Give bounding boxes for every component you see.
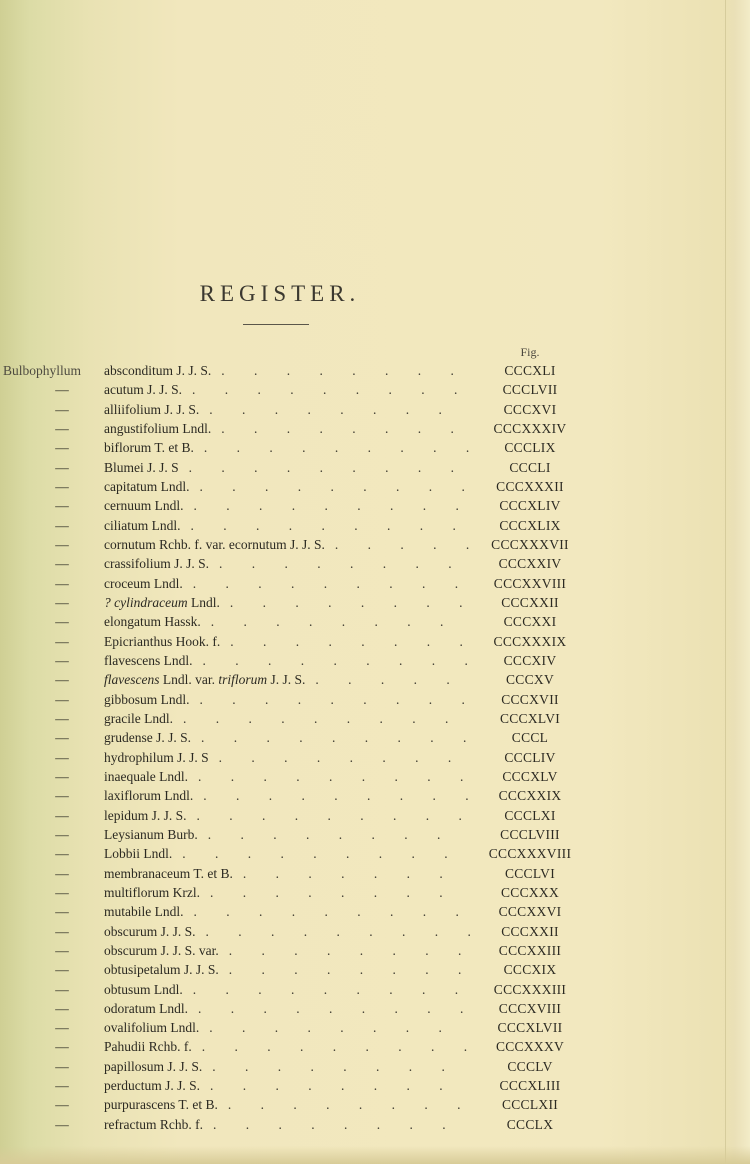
ditto-dash: —: [55, 749, 69, 765]
register-entry: [0, 477, 750, 496]
register-entry: [0, 516, 750, 535]
figure-number: CCCXXXVII: [491, 536, 569, 552]
species-name: croceum Lndl. . . .: [104, 574, 470, 593]
ditto-dash: —: [55, 1116, 69, 1132]
register-entry: [0, 825, 750, 844]
register-entry: [0, 748, 750, 767]
species-name: mutabile Lndl. . . .: [104, 902, 470, 921]
ditto-dash: —: [55, 382, 69, 398]
ditto-dash: —: [55, 1000, 69, 1016]
ditto-dash: —: [55, 1020, 69, 1036]
register-entry: [0, 1095, 750, 1114]
register-entry: [0, 999, 750, 1018]
species-name: flavescens Lndl. var. triflorum J. J. S. . . .: [104, 670, 470, 689]
species-name: papillosum J. J. S. . . .: [104, 1057, 470, 1076]
figure-number: CCCLVI: [504, 865, 556, 881]
register-entry: [0, 709, 750, 728]
register-entry: [0, 1018, 750, 1037]
ditto-dash: —: [55, 478, 69, 494]
figure-number: CCCXXIX: [498, 788, 562, 804]
species-name: inaequale Lndl. . . .: [104, 767, 470, 786]
ditto-dash: —: [55, 942, 69, 958]
ditto-dash: —: [55, 884, 69, 900]
register-entry: [0, 419, 750, 438]
ditto-dash: —: [55, 807, 69, 823]
ditto-dash: —: [55, 846, 69, 862]
figure-number: CCCXLV: [502, 768, 558, 784]
ditto-dash: —: [55, 768, 69, 784]
ditto-dash: —: [55, 1097, 69, 1113]
ditto-dash: —: [55, 1078, 69, 1094]
figure-number: CCCXVI: [503, 401, 557, 417]
species-name: obscurum J. J. S. . . .: [104, 922, 470, 941]
register-list: [0, 361, 750, 1134]
species-name: capitatum Lndl. . . .: [104, 477, 470, 496]
ditto-dash: —: [55, 865, 69, 881]
register-entry: [0, 612, 750, 631]
ditto-dash: —: [55, 672, 69, 688]
ditto-dash: —: [55, 1058, 69, 1074]
species-name: hydrophilum J. J. S . . .: [104, 748, 470, 767]
species-name: lepidum J. J. S. . . .: [104, 806, 470, 825]
figure-number: CCCLIX: [504, 440, 556, 456]
register-entry: [0, 380, 750, 399]
register-entry: [0, 670, 750, 689]
species-name: Epicrianthus Hook. f. . . .: [104, 632, 470, 651]
ditto-dash: —: [55, 923, 69, 939]
ditto-dash: —: [55, 594, 69, 610]
ditto-dash: —: [55, 691, 69, 707]
ditto-dash: —: [55, 536, 69, 552]
species-name: perductum J. J. S. . . .: [104, 1076, 470, 1095]
register-entry: [0, 651, 750, 670]
figure-number: CCCXXXV: [495, 1039, 565, 1055]
ditto-dash: —: [55, 962, 69, 978]
register-entry: [0, 922, 750, 941]
figure-number: CCCXLIX: [499, 517, 561, 533]
figure-number: CCCLV: [507, 1058, 553, 1074]
species-name: multiflorum Krzl. . . .: [104, 883, 470, 902]
species-name: Pahudii Rchb. f. . . .: [104, 1037, 470, 1056]
species-name: ovalifolium Lndl. . . .: [104, 1018, 470, 1037]
figure-number: CCCXLIV: [499, 498, 561, 514]
figure-number: CCCXXII: [501, 923, 559, 939]
register-entry: [0, 535, 750, 554]
species-name: Lobbii Lndl. . . .: [104, 844, 470, 863]
species-name: alliifolium J. J. S. . . .: [104, 400, 470, 419]
figure-number: CCCXXVI: [498, 904, 562, 920]
ditto-dash: —: [55, 575, 69, 591]
register-entry: [0, 960, 750, 979]
species-name: refractum Rchb. f. . . .: [104, 1115, 470, 1134]
register-entry: [0, 361, 750, 380]
species-name: Blumei J. J. S . . .: [104, 458, 470, 477]
register-entry: [0, 593, 750, 612]
species-name: Leysianum Burb. . . .: [104, 825, 470, 844]
species-name: absconditum J. J. S. . . .: [104, 361, 470, 380]
figure-number: CCCXXIV: [498, 556, 562, 572]
register-entry: [0, 1076, 750, 1095]
ditto-dash: —: [55, 730, 69, 746]
species-name: gracile Lndl. . . .: [104, 709, 470, 728]
register-entry: [0, 806, 750, 825]
register-entry: [0, 864, 750, 883]
figure-number: CCCLXII: [501, 1097, 559, 1113]
register-entry: [0, 728, 750, 747]
page-title: REGISTER.: [199, 281, 361, 306]
species-name: flavescens Lndl. . . .: [104, 651, 470, 670]
species-name: obtusipetalum J. J. S. . . .: [104, 960, 470, 979]
figure-number: CCCXXVIII: [493, 575, 567, 591]
register-entry: [0, 786, 750, 805]
register-entry: [0, 883, 750, 902]
figure-number: CCCXIX: [503, 962, 557, 978]
register-entry: [0, 458, 750, 477]
register-entry: [0, 554, 750, 573]
figure-number: CCCXVIII: [498, 1000, 562, 1016]
species-name: membranaceum T. et B. . . .: [104, 864, 470, 883]
ditto-dash: —: [55, 710, 69, 726]
species-name: ciliatum Lndl. . . .: [104, 516, 470, 535]
ditto-dash: —: [55, 459, 69, 475]
figure-number: CCCXLVII: [497, 1020, 563, 1036]
ditto-dash: —: [55, 556, 69, 572]
register-entry: [0, 767, 750, 786]
register-entry: [0, 632, 750, 651]
ditto-dash: —: [55, 420, 69, 436]
ditto-dash: —: [55, 614, 69, 630]
species-name: angustifolium Lndl. . . .: [104, 419, 470, 438]
register-entry: [0, 690, 750, 709]
figure-number: CCCXXI: [503, 614, 557, 630]
figure-number: CCCXXXIV: [493, 420, 567, 436]
figure-number: CCCXXXIII: [493, 981, 567, 997]
figure-number: CCCXXIII: [498, 942, 562, 958]
register-entry: [0, 1115, 750, 1134]
species-name: laxiflorum Lndl. . . .: [104, 786, 470, 805]
species-name: gibbosum Lndl. . . .: [104, 690, 470, 709]
figure-number: CCCLI: [509, 459, 551, 475]
species-name: odoratum Lndl. . . .: [104, 999, 470, 1018]
figure-number: CCCLVII: [502, 382, 558, 398]
ditto-dash: —: [55, 652, 69, 668]
species-name: grudense J. J. S. . . .: [104, 728, 470, 747]
species-name: crassifolium J. J. S. . . .: [104, 554, 470, 573]
figure-number: CCCXXII: [501, 594, 559, 610]
genus-name: Bulbophyllum: [3, 363, 82, 378]
figure-number: CCCXLI: [504, 363, 556, 378]
ditto-dash: —: [55, 633, 69, 649]
species-name: ? cylindraceum Lndl. . . .: [104, 593, 470, 612]
figure-number: CCCLXI: [504, 807, 556, 823]
register-entry: [0, 1057, 750, 1076]
register-entry: [0, 438, 750, 457]
register-entry: [0, 496, 750, 515]
figure-number: CCCXVII: [501, 691, 559, 707]
species-name: obscurum J. J. S. var. . . .: [104, 941, 470, 960]
ditto-dash: —: [55, 498, 69, 514]
figure-number: CCCXXXVIII: [488, 846, 572, 862]
figure-number: CCCXLVI: [499, 710, 561, 726]
register-entry: [0, 844, 750, 863]
ditto-dash: —: [55, 517, 69, 533]
figure-number: CCCXXX: [500, 884, 560, 900]
figure-number: CCCXV: [505, 672, 554, 688]
ditto-dash: —: [55, 401, 69, 417]
figure-number: CCCXIV: [503, 652, 557, 668]
register-entry: [0, 902, 750, 921]
species-name: cernuum Lndl. . . .: [104, 496, 470, 515]
register-entry: [0, 980, 750, 999]
ditto-dash: —: [55, 981, 69, 997]
figure-column-header: Fig.: [520, 345, 540, 359]
title-rule: [243, 324, 309, 325]
figure-number: CCCLX: [506, 1116, 554, 1132]
species-name: biflorum T. et B. . . .: [104, 438, 470, 457]
register-entry: [0, 941, 750, 960]
figure-number: CCCXXXII: [496, 478, 564, 494]
species-name: purpurascens T. et B. . . .: [104, 1095, 470, 1114]
figure-number: CCCL: [511, 730, 549, 746]
figure-number: CCCXLIII: [499, 1078, 561, 1094]
page-bottom-edge: [0, 1146, 750, 1164]
register-entry: [0, 400, 750, 419]
ditto-dash: —: [55, 1039, 69, 1055]
species-name: acutum J. J. S. . . .: [104, 380, 470, 399]
ditto-dash: —: [55, 440, 69, 456]
register-entry: [0, 1037, 750, 1056]
ditto-dash: —: [55, 904, 69, 920]
register-entry: [0, 574, 750, 593]
species-name: elongatum Hassk. . . .: [104, 612, 470, 631]
figure-number: CCCLIV: [504, 749, 556, 765]
species-name: cornutum Rchb. f. var. ecornutum J. J. S. . . .: [104, 535, 470, 554]
figure-number: CCCXXXIX: [493, 633, 567, 649]
ditto-dash: —: [55, 788, 69, 804]
species-name: obtusum Lndl. . . .: [104, 980, 470, 999]
ditto-dash: —: [55, 826, 69, 842]
figure-number: CCCLVIII: [500, 826, 560, 842]
